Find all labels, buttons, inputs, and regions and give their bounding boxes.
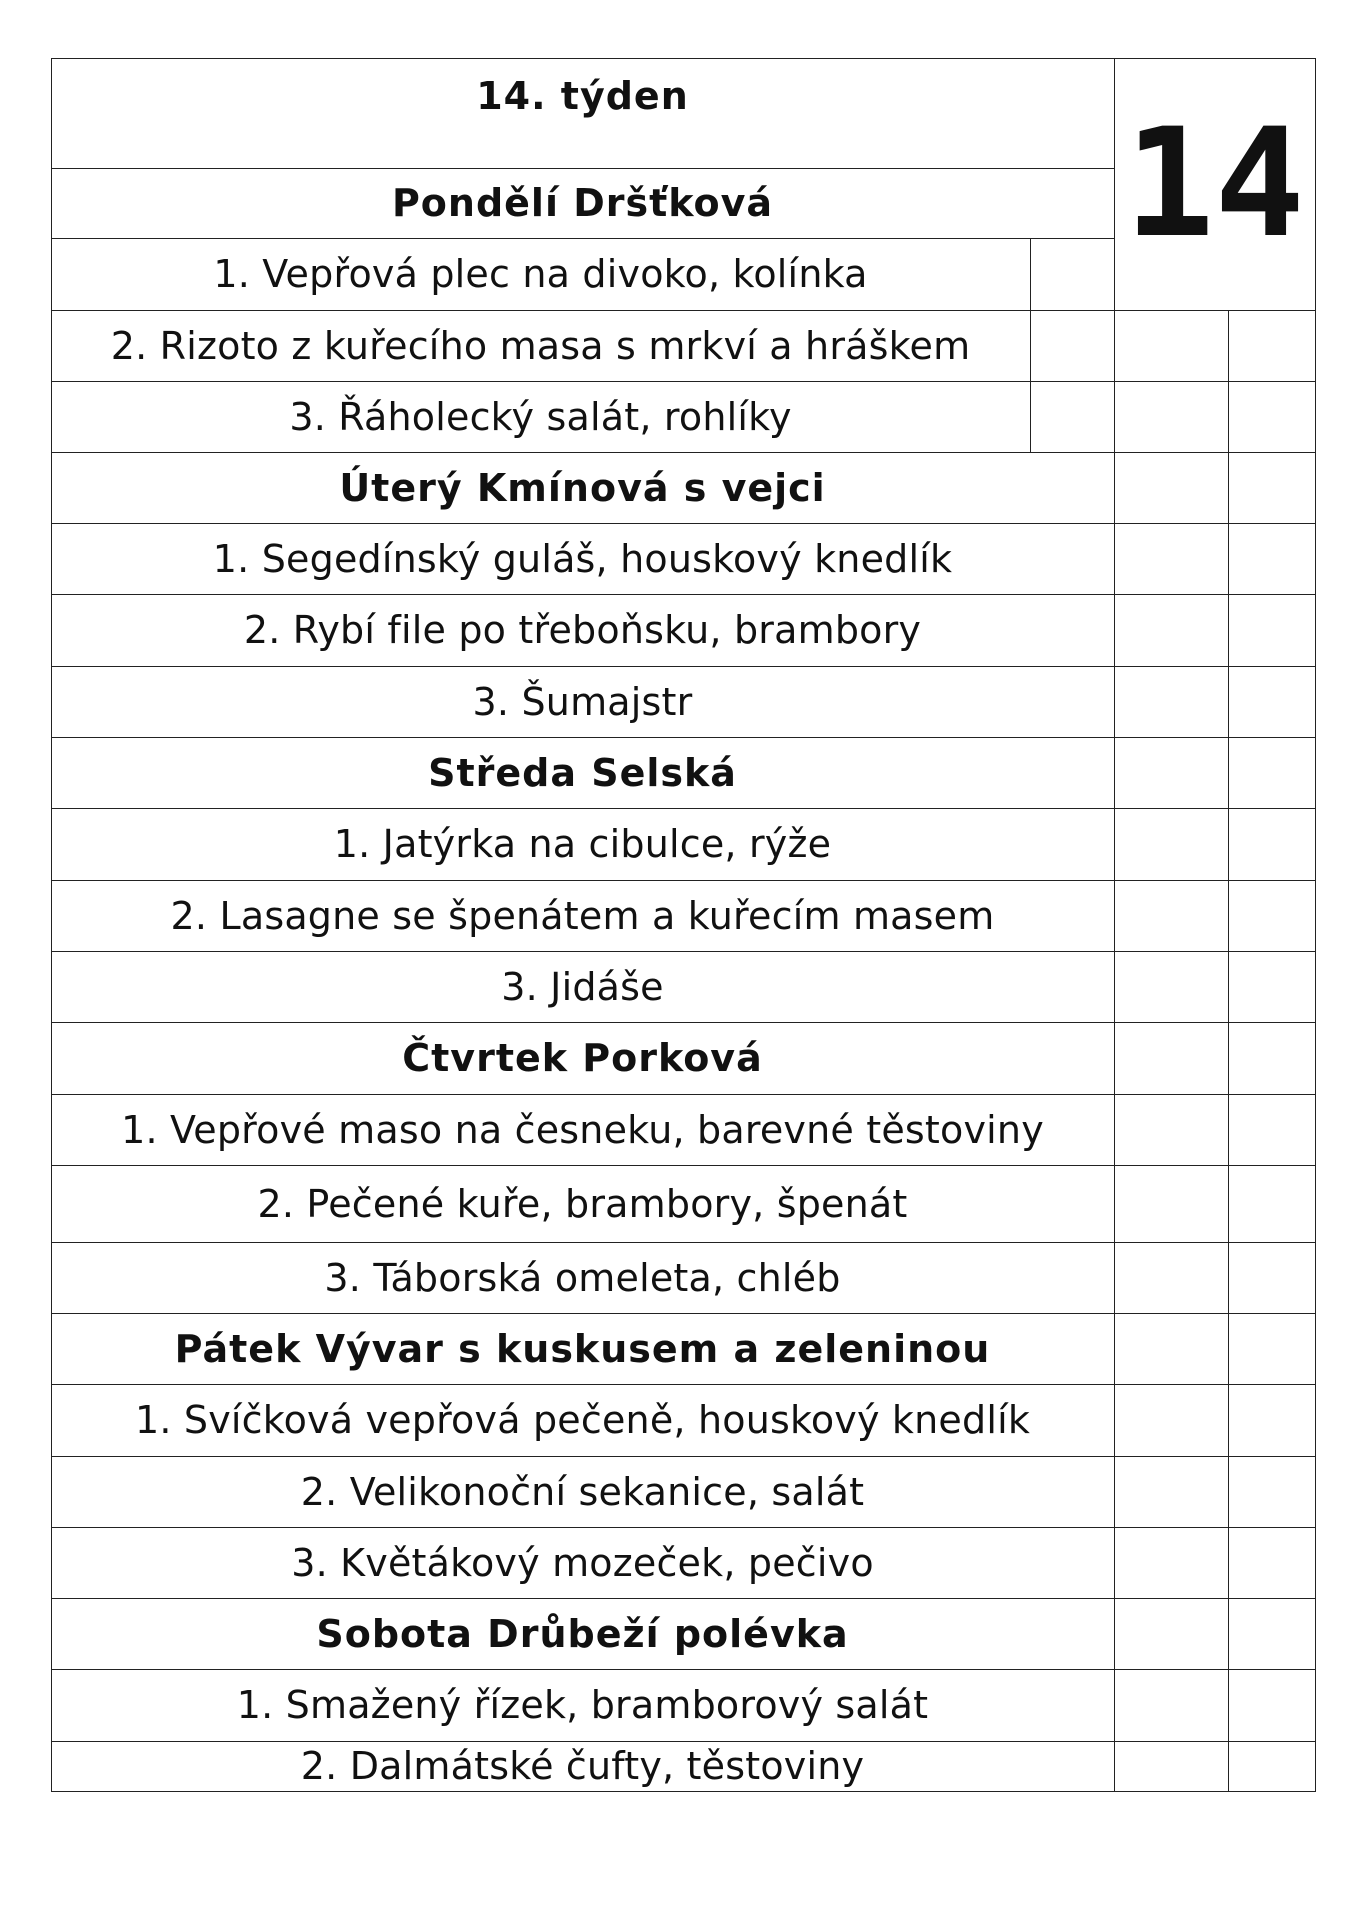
week-number: 14 <box>1124 97 1305 271</box>
meal-row: 3. Šumajstr <box>472 679 693 724</box>
meal-row: 3. Táborská omeleta, chléb <box>324 1255 841 1300</box>
meal-row: 2. Rybí file po třeboňsku, brambory <box>243 608 922 652</box>
meal-row: 3. Jidáše <box>501 964 664 1009</box>
grid-line-vertical <box>1228 310 1229 1791</box>
meal-row: 2. Velikonoční sekanice, salát <box>300 1469 865 1514</box>
day-soup-row: Středa Selská <box>428 750 737 795</box>
week-title: 14. týden <box>476 74 689 118</box>
meal-row: 3. Řáholecký salát, rohlíky <box>289 394 792 439</box>
meal-row: 1. Svíčková vepřová pečeně, houskový knedlík <box>134 1398 1031 1442</box>
day-soup-row: Pátek Vývar s kuskusem a zeleninou <box>174 1326 991 1371</box>
grid-line-horizontal <box>51 1791 1316 1792</box>
meal-row: 2. Rizoto z kuřecího masa s mrkví a hráškem <box>110 323 971 368</box>
day-soup-row: Pondělí Dršťková <box>391 181 774 225</box>
meal-row: 1. Smažený řízek, bramborový salát <box>236 1683 929 1727</box>
meal-row: 1. Jatýrka na cibulce, rýže <box>333 822 832 866</box>
meal-row: 1. Segedínský guláš, houskový knedlík <box>212 536 953 581</box>
meal-row: 2. Dalmátské čufty, těstoviny <box>300 1744 865 1788</box>
day-soup-row: Čtvrtek Porková <box>402 1036 763 1080</box>
grid-line-horizontal <box>51 58 1316 59</box>
meal-row: 1. Vepřová plec na divoko, kolínka <box>213 252 868 296</box>
meal-row: 3. Květákový mozeček, pečivo <box>291 1540 874 1585</box>
grid-line-vertical <box>1030 238 1031 452</box>
meal-row: 1. Vepřové maso na česneku, barevné těstoviny <box>121 1107 1044 1152</box>
meal-row: 2. Lasagne se špenátem a kuřecím masem <box>170 893 995 938</box>
day-soup-row: Sobota Drůbeží polévka <box>316 1611 849 1656</box>
weekly-menu-table <box>51 58 1315 1791</box>
grid-line-vertical <box>1114 58 1115 1792</box>
day-soup-row: Úterý Kmínová s vejci <box>339 465 826 510</box>
grid-line-vertical <box>1315 58 1316 1792</box>
meal-row: 2. Pečené kuře, brambory, špenát <box>257 1181 908 1226</box>
